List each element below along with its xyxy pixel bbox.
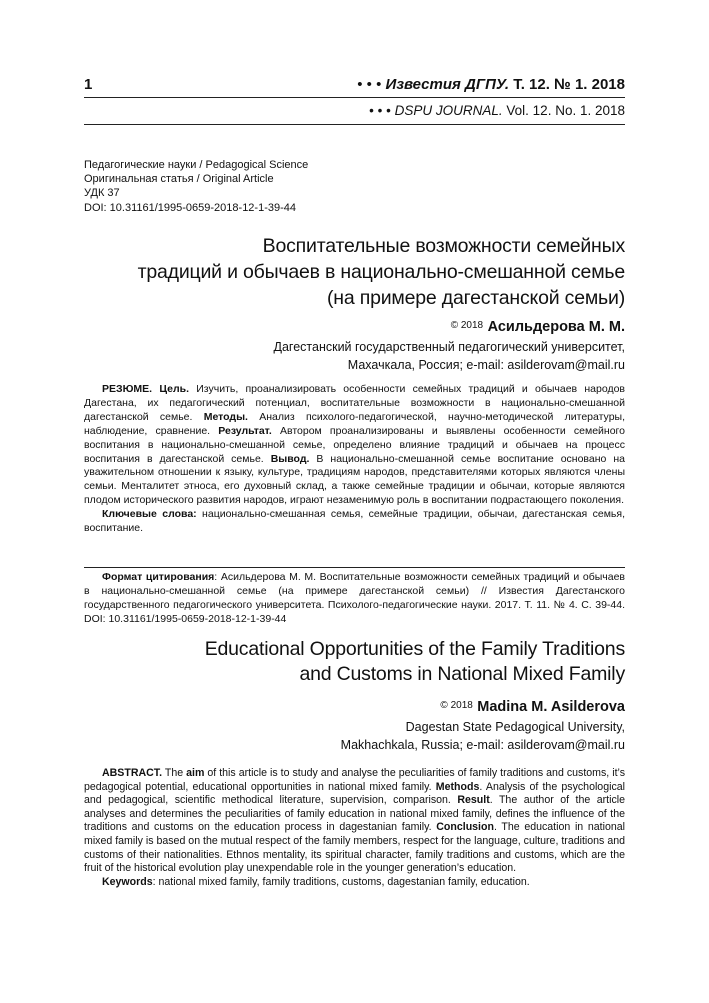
author-name: Madina M. Asilderova <box>477 699 625 715</box>
copyright-mark: © 2018 <box>440 700 473 711</box>
title-line: Воспитательные возможности семейных <box>262 235 625 257</box>
copyright-mark: © 2018 <box>450 320 484 331</box>
affiliation-ru <box>274 338 626 374</box>
methods-label: Методы. <box>203 410 248 423</box>
abstract-paragraph <box>84 383 625 508</box>
conclusion-text: В национально-смешанной семье воспитание основано на уважительном отношении к языку, культуре, традициям народов, представителями которых являются члены семьи. Менталитет этноса, его духовный склад, а также семейные традиции и обычаи, которые являются плодом исторического развития народов, играют незаменимую роль в воспитании подрастающего поколения. <box>84 452 625 507</box>
title-ru <box>84 233 625 311</box>
affiliation-line: Makhachkala, Russia; e-mail: asilderovam@mail.ru <box>340 738 625 752</box>
header-bullets: • • • <box>369 103 391 118</box>
title-en <box>84 637 625 687</box>
author-en <box>440 698 625 716</box>
title-line: традиций и обычаев в национально-смешанной семье <box>137 261 625 283</box>
affiliation-line: Махачкала, Россия; e-mail: asilderovam@mail.ru <box>347 358 625 372</box>
keywords-label: Ключевые слова: <box>102 508 197 521</box>
title-line: Educational Opportunities of the Family Traditions <box>204 638 625 660</box>
journal-volume-en: Vol. 12. No. 1. 2018 <box>506 103 625 118</box>
conclusion-label: Вывод. <box>270 452 310 465</box>
abstract-ru <box>84 383 625 536</box>
abstract-en <box>84 767 625 889</box>
author-name: Асильдерова М. М. <box>487 319 625 335</box>
title-line: and Customs in National Mixed Family <box>299 663 625 685</box>
methods-text: Анализ психолого-педагогической, научно-методической литературы, наблюдение, сравнение. <box>84 410 625 437</box>
journal-header-ru <box>357 76 625 93</box>
keywords-paragraph <box>84 876 625 890</box>
abstract-label: РЕЗЮМЕ. <box>102 383 153 395</box>
udc-code: УДК 37 <box>84 187 120 200</box>
pre-aim-text: The <box>162 767 187 779</box>
result-text: Автором проанализированы и выявлены особенности семейного воспитания в национально-смешанной семье, определено влияние традиций и обычаев на процесс воспитания в дагестанской семье. <box>84 424 625 465</box>
citation-label: Формат цитирования <box>102 571 215 583</box>
keywords-text: : national mixed family, family traditions, customs, dagestanian family, education. <box>152 875 530 888</box>
citation-block <box>84 571 625 627</box>
methods-label: Methods <box>435 780 480 793</box>
affiliation-line: Dagestan State Pedagogical University, <box>405 720 625 734</box>
aim-label: aim <box>186 767 205 779</box>
journal-name-ru: Известия ДГПУ. <box>385 76 510 93</box>
conclusion-text: . The education in national mixed family is based on the mutual respect of the family members, respect for the language, culture, traditions and customs of their nationalities. Ethnos mentality, its spiritual character, family traditions and customs, which are the fruit of the historical evolution play unexpendable role in the younger generation’s education. <box>84 821 625 875</box>
result-label: Result <box>457 794 490 807</box>
result-label: Результат. <box>218 424 272 437</box>
title-line: (на примере дагестанской семьи) <box>326 287 625 309</box>
journal-volume-ru: Т. 12. № 1. 2018 <box>513 76 625 93</box>
keywords-label: Keywords <box>102 875 153 888</box>
citation-paragraph <box>84 571 625 627</box>
doi: DOI: 10.31161/1995-0659-2018-12-1-39-44 <box>84 201 297 214</box>
header-rule <box>84 97 625 98</box>
header-bullets: • • • <box>357 76 382 93</box>
article-meta <box>84 158 308 215</box>
result-text: . The author of the article analyses and determines the peculiarities of family education in national mixed family, defines the influence of the traditions and customs on the education process in dagestanian family. <box>84 794 625 834</box>
citation-rule <box>84 567 625 568</box>
aim-label: Цель. <box>159 383 190 395</box>
citation-text: : Асильдерова М. М. Воспитательные возможности семейных традиций и обычаев в национально-смешанной семье (на примере дагестанской семьи) // Известия Дагестанского государственного педагогического университета. Психолого-педагогические науки. 2017. Т. 11. № 4. С. 39-44. DOI: 10.31161/1995-0659-2018-12-1-39-44 <box>84 571 626 625</box>
affiliation-line: Дагестанский государственный педагогический университет, <box>273 340 625 354</box>
page-number: 1 <box>84 76 93 93</box>
aim-text: Изучить, проанализировать особенности семейных традиций и обычаев народов Дагестана, их педагогический потенциал, воспитательные возможности в национально-смешанной дагестанской семье. <box>84 383 625 423</box>
journal-name-en: DSPU JOURNAL. <box>394 103 503 118</box>
aim-text: of this article is to study and analyse the peculiarities of family traditions and customs, it’s pedagogical potential, educational opportunities in national mixed family. <box>84 767 625 793</box>
header-rule <box>84 124 625 125</box>
keywords-paragraph <box>84 508 625 536</box>
author-ru <box>451 318 625 336</box>
affiliation-en <box>341 718 625 754</box>
methods-text: . Analysis of the psychological and pedagogical, scientific methodical literature, supervision, comparison. <box>84 780 625 807</box>
article-type: Оригинальная статья / Original Article <box>84 173 274 186</box>
keywords-text: национально-смешанная семья, семейные традиции, обычаи, дагестанская семья, воспитание. <box>84 508 625 535</box>
abstract-label: ABSTRACT. <box>102 767 163 779</box>
journal-header-en <box>369 103 625 118</box>
conclusion-label: Conclusion <box>436 821 494 834</box>
section-label: Педагогические науки / Pedagogical Science <box>84 159 309 171</box>
abstract-paragraph <box>84 767 625 876</box>
